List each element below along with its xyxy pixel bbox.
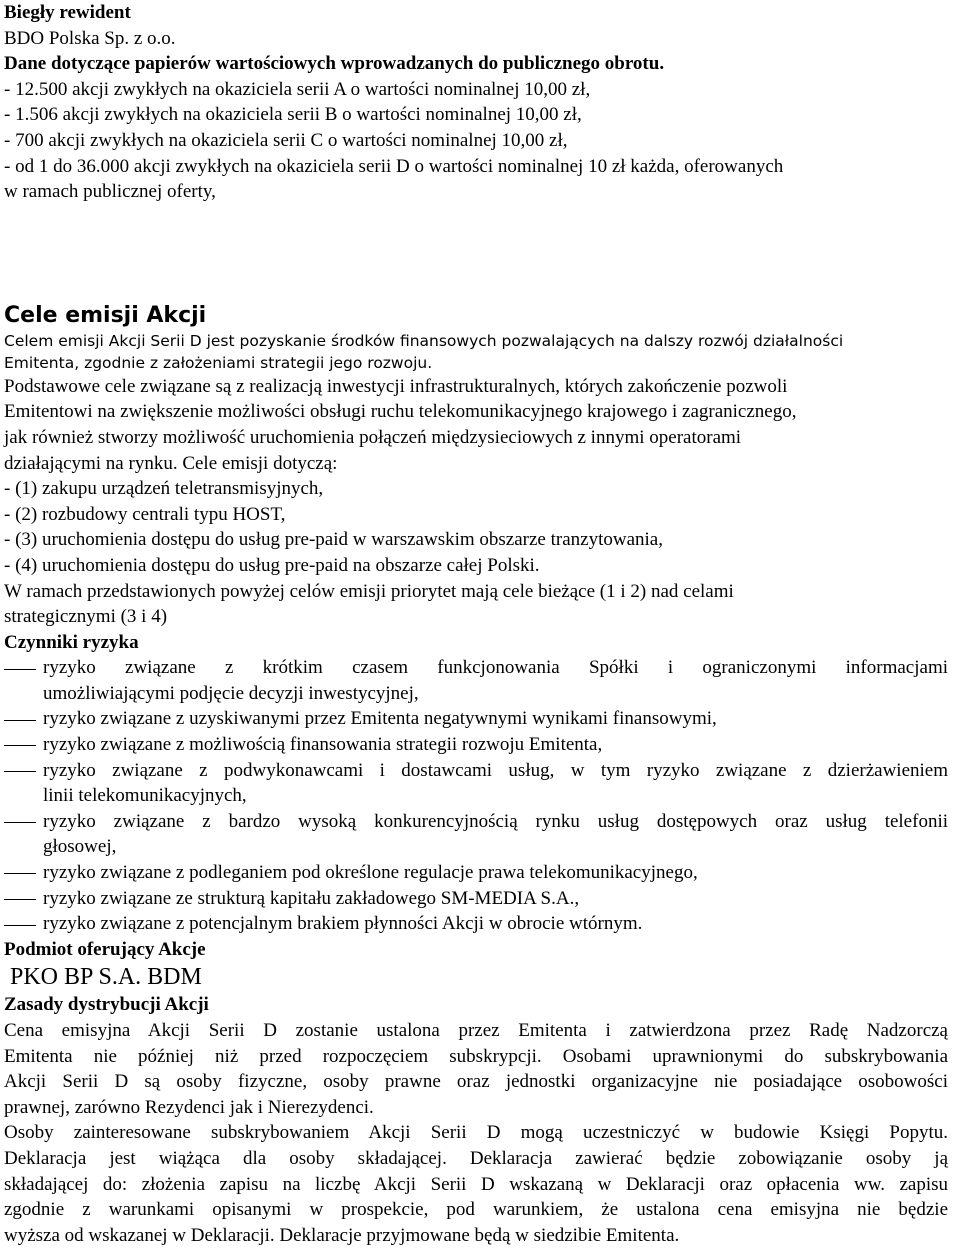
- auditor-heading: Biegły rewident: [4, 2, 131, 23]
- offeror-heading: Podmiot oferujący Akcje: [4, 938, 206, 960]
- securities-item: - od 1 do 36.000 akcji zwykłych na okaziciela serii D o wartości nominalnej 10 zł każda, oferowanych: [4, 155, 784, 177]
- risk-item: [4, 706, 948, 732]
- dash-bullet-icon: [4, 720, 36, 721]
- goals-heading: Cele emisji Akcji: [4, 302, 207, 328]
- risk-item-text: ryzyko związane z uzyskiwanymi przez Emitenta negatywnymi wynikami finansowymi,: [43, 708, 717, 730]
- risk-item: [4, 758, 948, 809]
- risk-item-continuation: umożliwiającymi podjęcie decyzji inwestycyjnej,: [43, 682, 419, 704]
- securities-item-continuation: w ramach publicznej oferty,: [4, 181, 216, 203]
- risks-heading: Czynniki ryzyka: [4, 631, 139, 653]
- distribution-line: zgodnie z warunkami opisanymi w prospekcie, pod warunkiem, że ustalona cena emisyjna nie będzie: [4, 1199, 948, 1221]
- dash-bullet-icon: [4, 925, 36, 926]
- spacer: [4, 205, 948, 302]
- dash-bullet-icon: [4, 822, 36, 823]
- risk-item-text: ryzyko związane z podwykonawcami i dostawcami usług, w tym ryzyko związane z dzierżawieniem: [43, 759, 948, 781]
- distribution-line: Cena emisyjna Akcji Serii D zostanie ustalona przez Emitenta i zatwierdzona przez Radę Nadzorczą: [4, 1020, 948, 1041]
- distribution-heading: Zasady dystrybucji Akcji: [4, 994, 209, 1016]
- risk-item-text: ryzyko związane z bardzo wysoką konkurencyjnością rynku usług dostępowych oraz usług telefonii: [43, 810, 948, 832]
- dash-bullet-icon: [4, 745, 36, 746]
- distribution-line: składającej do: złożenia zapisu na liczbę Akcji Serii D wskazaną w Deklaracji oraz opłacenia ww. zapisu: [4, 1173, 948, 1195]
- goals-item: - (2) rozbudowy centrali typu HOST,: [4, 503, 286, 525]
- goals-intro-line: Emitenta, zgodnie z założeniami strategii jego rozwoju.: [4, 353, 433, 372]
- goals-item: - (4) uruchomienia dostępu do usług pre-paid na obszarze całej Polski.: [4, 554, 540, 576]
- risk-item-text: ryzyko związane z podleganiem pod określone regulacje prawa telekomunikacyjnego,: [43, 862, 698, 884]
- distribution-line: Akcji Serii D są osoby fizyczne, osoby prawne oraz jednostki organizacyjne nie posiadające osobowości: [4, 1071, 948, 1093]
- securities-item: - 1.506 akcji zwykłych na okaziciela serii B o wartości nominalnej 10,00 zł,: [4, 104, 582, 126]
- goals-item: - (1) zakupu urządzeń teletransmisyjnych,: [4, 478, 324, 500]
- distribution-line: Osoby zainteresowane subskrybowaniem Akcji Serii D mogą uczestniczyć w budowie Księgi Popytu.: [4, 1122, 948, 1144]
- dash-bullet-icon: [4, 899, 36, 900]
- dash-bullet-icon: [4, 873, 36, 874]
- securities-heading: Dane dotyczące papierów wartościowych wprowadzanych do publicznego obrotu.: [4, 53, 665, 75]
- dash-bullet-icon: [4, 669, 36, 670]
- auditor-name: BDO Polska Sp. z o.o.: [4, 27, 176, 49]
- goals-item: - (3) uruchomienia dostępu do usług pre-paid w warszawskim obszarze tranzytowania,: [4, 529, 663, 551]
- risk-item: [4, 732, 948, 758]
- offeror-name: PKO BP S.A. BDM: [10, 964, 202, 991]
- dash-bullet-icon: [4, 771, 36, 772]
- securities-item: - 700 akcji zwykłych na okaziciela serii C o wartości nominalnej 10,00 zł,: [4, 129, 568, 151]
- goals-intro-line: Celem emisji Akcji Serii D jest pozyskanie środków finansowych pozwalających na dalszy rozwój działalności: [4, 331, 844, 350]
- risk-item: [4, 911, 948, 937]
- risk-item-text: ryzyko związane z potencjalnym brakiem płynności Akcji w obrocie wtórnym.: [43, 913, 643, 935]
- distribution-line: Deklaracja jest wiążąca dla osoby składającej. Deklaracja zawierać będzie zobowiązanie osoby ją: [4, 1147, 948, 1169]
- goals-paragraph-line: Emitentowi na zwiększenie możliwości obsługi ruchu telekomunikacyjnego krajowego i zagranicznego,: [4, 401, 797, 423]
- risk-item: [4, 886, 948, 912]
- distribution-line: prawnej, zarówno Rezydenci jak i Nierezydenci.: [4, 1096, 374, 1118]
- risk-item-continuation: głosowej,: [43, 836, 117, 858]
- goals-paragraph-line: działającymi na rynku. Cele emisji dotyczą:: [4, 452, 338, 474]
- risk-item: [4, 809, 948, 860]
- goals-paragraph-line: jak również stworzy możliwość uruchomienia połączeń międzysieciowych z innymi operatorami: [4, 426, 742, 448]
- goals-paragraph-line: Podstawowe cele związane są z realizacją inwestycji infrastrukturalnych, których zakończenie pozwoli: [4, 375, 788, 397]
- risk-item: [4, 860, 948, 886]
- distribution-line: wyższa od wskazanej w Deklaracji. Deklaracje przyjmowane będą w siedzibie Emitenta.: [4, 1224, 680, 1246]
- risk-item-text: ryzyko związane ze strukturą kapitału zakładowego SM-MEDIA S.A.,: [43, 887, 580, 909]
- securities-item: - 12.500 akcji zwykłych na okaziciela serii A o wartości nominalnej 10,00 zł,: [4, 78, 591, 100]
- goals-priority-line: strategicznymi (3 i 4): [4, 606, 168, 628]
- risk-item-continuation: linii telekomunikacyjnych,: [43, 785, 247, 807]
- goals-priority-line: W ramach przedstawionych powyżej celów emisji priorytet mają cele bieżące (1 i 2) nad celami: [4, 580, 734, 602]
- risk-item-text: ryzyko związane z możliwością finansowania strategii rozwoju Emitenta,: [43, 734, 603, 756]
- risk-item-text: ryzyko związane z krótkim czasem funkcjonowania Spółki i ograniczonymi informacjami: [43, 657, 948, 679]
- risk-item: [4, 655, 948, 706]
- distribution-line: Emitenta nie później niż przed rozpoczęciem subskrypcji. Osobami uprawnionymi do subskrybowania: [4, 1045, 948, 1067]
